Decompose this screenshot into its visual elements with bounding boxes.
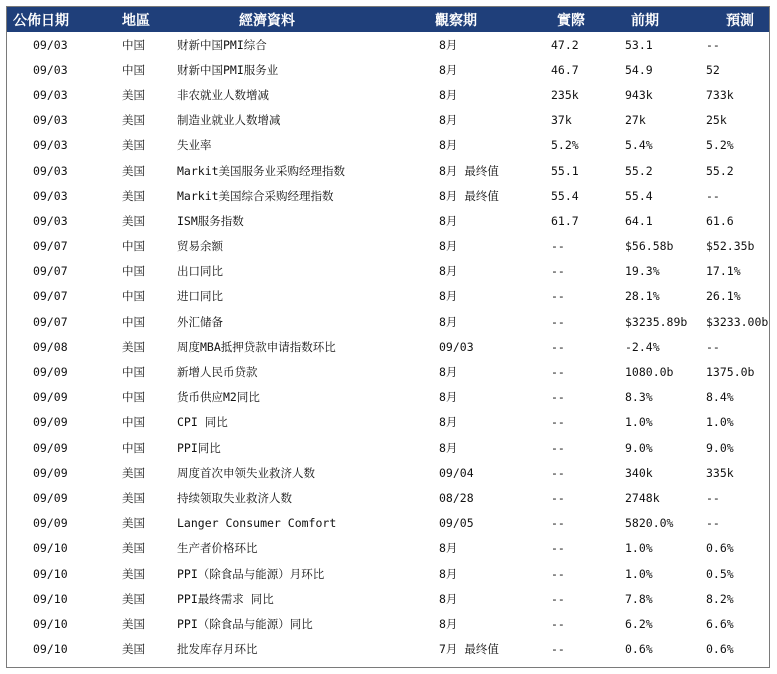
table-row: [7, 57, 769, 82]
cell-date: 09/10: [33, 541, 68, 556]
table-row: [7, 82, 769, 107]
table-row: [7, 511, 769, 536]
cell-indicator: 新增人民币贷款: [177, 365, 258, 380]
cell-prior: -2.4%: [625, 339, 660, 354]
cell-indicator: 周度MBA抵押贷款申请指数环比: [177, 339, 336, 354]
cell-period: 8月: [439, 566, 458, 581]
cell-indicator: 周度首次申领失业救济人数: [177, 465, 315, 480]
header-period: 觀察期: [435, 12, 477, 29]
cell-indicator: 批发库存月环比: [177, 642, 258, 657]
cell-indicator: Markit美国综合采购经理指数: [177, 188, 334, 203]
table-row: [7, 385, 769, 410]
cell-period: 8月: [439, 138, 458, 153]
cell-date: 09/09: [33, 516, 68, 531]
header-row: [7, 7, 769, 32]
cell-indicator: PPI（除食品与能源）同比: [177, 616, 313, 631]
cell-period: 09/04: [439, 465, 474, 480]
cell-forecast: 55.2: [706, 163, 734, 178]
cell-period: 8月: [439, 239, 458, 254]
cell-actual: --: [551, 541, 565, 556]
cell-period: 8月: [439, 616, 458, 631]
cell-period: 8月: [439, 289, 458, 304]
cell-indicator: 财新中国PMI综合: [177, 37, 267, 52]
cell-date: 09/03: [33, 62, 68, 77]
cell-prior: 943k: [625, 87, 653, 102]
table-row: [7, 32, 769, 57]
cell-forecast: 52: [706, 62, 720, 77]
cell-region: 美国: [122, 490, 145, 505]
cell-forecast: 1.0%: [706, 415, 734, 430]
cell-period: 8月: [439, 541, 458, 556]
cell-date: 09/10: [33, 591, 68, 606]
cell-region: 中国: [122, 289, 145, 304]
cell-indicator: PPI（除食品与能源）月环比: [177, 566, 325, 581]
cell-forecast: --: [706, 188, 720, 203]
cell-prior: $3235.89b: [625, 314, 688, 329]
calendar-frame: [6, 6, 770, 668]
cell-actual: 55.1: [551, 163, 579, 178]
cell-indicator: 持续领取失业救济人数: [177, 490, 292, 505]
cell-actual: 46.7: [551, 62, 579, 77]
cell-indicator: 货币供应M2同比: [177, 390, 260, 405]
cell-prior: 1.0%: [625, 415, 653, 430]
cell-actual: --: [551, 642, 565, 657]
cell-forecast: $52.35b: [706, 239, 755, 254]
cell-indicator: Markit美国服务业采购经理指数: [177, 163, 346, 178]
cell-prior: 1.0%: [625, 541, 653, 556]
cell-date: 09/07: [33, 264, 68, 279]
cell-prior: 7.8%: [625, 591, 653, 606]
cell-period: 09/05: [439, 516, 474, 531]
cell-date: 09/03: [33, 188, 68, 203]
table-row: [7, 586, 769, 611]
cell-date: 09/10: [33, 642, 68, 657]
table-row: [7, 259, 769, 284]
cell-indicator: Langer Consumer Comfort: [177, 516, 337, 531]
cell-forecast: --: [706, 516, 720, 531]
cell-region: 美国: [122, 339, 145, 354]
cell-region: 美国: [122, 566, 145, 581]
header-forecast: 預測: [726, 12, 754, 29]
cell-period: 8月: [439, 62, 458, 77]
cell-actual: --: [551, 390, 565, 405]
cell-actual: --: [551, 239, 565, 254]
cell-actual: 5.2%: [551, 138, 579, 153]
cell-date: 09/09: [33, 415, 68, 430]
cell-period: 8月 最终值: [439, 163, 499, 178]
cell-actual: --: [551, 616, 565, 631]
table-row: [7, 158, 769, 183]
cell-indicator: 财新中国PMI服务业: [177, 62, 279, 77]
cell-indicator: PPI最终需求 同比: [177, 591, 274, 606]
cell-forecast: 0.6%: [706, 642, 734, 657]
cell-date: 09/03: [33, 37, 68, 52]
cell-date: 09/10: [33, 566, 68, 581]
cell-forecast: 5.2%: [706, 138, 734, 153]
cell-indicator: 出口同比: [177, 264, 223, 279]
cell-forecast: 25k: [706, 113, 727, 128]
cell-period: 8月: [439, 440, 458, 455]
cell-date: 09/07: [33, 289, 68, 304]
cell-indicator: 外汇储备: [177, 314, 223, 329]
cell-indicator: 贸易余额: [177, 239, 223, 254]
cell-region: 中国: [122, 37, 145, 52]
table-row: [7, 183, 769, 208]
cell-date: 09/07: [33, 239, 68, 254]
cell-indicator: 制造业就业人数增减: [177, 113, 281, 128]
cell-region: 美国: [122, 188, 145, 203]
cell-prior: 19.3%: [625, 264, 660, 279]
cell-prior: 8.3%: [625, 390, 653, 405]
cell-prior: 1.0%: [625, 566, 653, 581]
cell-prior: 5.4%: [625, 138, 653, 153]
cell-region: 中国: [122, 415, 145, 430]
cell-prior: 5820.0%: [625, 516, 674, 531]
cell-region: 中国: [122, 390, 145, 405]
table-row: [7, 637, 769, 662]
table-row: [7, 208, 769, 233]
table-row: [7, 234, 769, 259]
cell-period: 8月: [439, 87, 458, 102]
cell-actual: 47.2: [551, 37, 579, 52]
cell-forecast: 26.1%: [706, 289, 741, 304]
cell-prior: 28.1%: [625, 289, 660, 304]
cell-actual: 37k: [551, 113, 572, 128]
table-row: [7, 133, 769, 158]
cell-forecast: $3233.00b: [706, 314, 769, 329]
cell-actual: --: [551, 289, 565, 304]
cell-actual: --: [551, 591, 565, 606]
cell-actual: --: [551, 415, 565, 430]
cell-period: 8月: [439, 365, 458, 380]
cell-region: 中国: [122, 239, 145, 254]
cell-region: 中国: [122, 440, 145, 455]
cell-actual: --: [551, 465, 565, 480]
cell-date: 09/09: [33, 365, 68, 380]
table-row: [7, 460, 769, 485]
cell-date: 09/07: [33, 314, 68, 329]
table-row: [7, 410, 769, 435]
cell-indicator: 非农就业人数增减: [177, 87, 269, 102]
cell-region: 中国: [122, 314, 145, 329]
cell-region: 美国: [122, 516, 145, 531]
table-row: [7, 435, 769, 460]
cell-region: 美国: [122, 113, 145, 128]
cell-indicator: CPI 同比: [177, 415, 228, 430]
cell-indicator: 失业率: [177, 138, 212, 153]
cell-forecast: 17.1%: [706, 264, 741, 279]
cell-forecast: --: [706, 339, 720, 354]
cell-indicator: 进口同比: [177, 289, 223, 304]
cell-prior: 54.9: [625, 62, 653, 77]
cell-period: 8月: [439, 415, 458, 430]
cell-period: 8月: [439, 37, 458, 52]
table-row: [7, 284, 769, 309]
cell-region: 美国: [122, 541, 145, 556]
cell-forecast: 0.6%: [706, 541, 734, 556]
cell-date: 09/09: [33, 465, 68, 480]
cell-forecast: 6.6%: [706, 616, 734, 631]
cell-period: 08/28: [439, 490, 474, 505]
header-region: 地區: [122, 12, 150, 29]
cell-date: 09/10: [33, 616, 68, 631]
cell-prior: 9.0%: [625, 440, 653, 455]
cell-forecast: 335k: [706, 465, 734, 480]
cell-actual: --: [551, 516, 565, 531]
cell-region: 美国: [122, 591, 145, 606]
table-row: [7, 108, 769, 133]
cell-actual: --: [551, 264, 565, 279]
cell-period: 8月: [439, 314, 458, 329]
cell-period: 8月: [439, 390, 458, 405]
table-body: [7, 32, 769, 662]
header-actual: 實際: [557, 12, 585, 29]
table-row: [7, 561, 769, 586]
cell-actual: 55.4: [551, 188, 579, 203]
cell-region: 美国: [122, 163, 145, 178]
cell-date: 09/09: [33, 390, 68, 405]
cell-forecast: 733k: [706, 87, 734, 102]
cell-actual: --: [551, 365, 565, 380]
cell-date: 09/09: [33, 440, 68, 455]
cell-indicator: 生产者价格环比: [177, 541, 258, 556]
cell-actual: --: [551, 339, 565, 354]
cell-actual: --: [551, 490, 565, 505]
cell-actual: --: [551, 566, 565, 581]
cell-region: 美国: [122, 465, 145, 480]
cell-period: 8月: [439, 113, 458, 128]
cell-prior: 27k: [625, 113, 646, 128]
cell-date: 09/03: [33, 138, 68, 153]
cell-prior: 2748k: [625, 490, 660, 505]
cell-forecast: 8.4%: [706, 390, 734, 405]
cell-prior: 0.6%: [625, 642, 653, 657]
cell-forecast: 0.5%: [706, 566, 734, 581]
table-row: [7, 334, 769, 359]
header-indicator: 經濟資料: [239, 12, 295, 29]
cell-prior: 340k: [625, 465, 653, 480]
cell-period: 8月: [439, 213, 458, 228]
cell-prior: 55.2: [625, 163, 653, 178]
cell-date: 09/03: [33, 163, 68, 178]
cell-prior: $56.58b: [625, 239, 674, 254]
cell-actual: 61.7: [551, 213, 579, 228]
cell-region: 美国: [122, 616, 145, 631]
cell-actual: 235k: [551, 87, 579, 102]
cell-period: 09/03: [439, 339, 474, 354]
cell-prior: 53.1: [625, 37, 653, 52]
cell-period: 7月 最终值: [439, 642, 499, 657]
cell-period: 8月 最终值: [439, 188, 499, 203]
header-date: 公佈日期: [13, 12, 69, 29]
table-row: [7, 309, 769, 334]
cell-actual: --: [551, 440, 565, 455]
cell-date: 09/03: [33, 87, 68, 102]
economic-calendar-table: [7, 7, 769, 662]
cell-region: 中国: [122, 264, 145, 279]
cell-prior: 6.2%: [625, 616, 653, 631]
cell-region: 美国: [122, 138, 145, 153]
cell-indicator: PPI同比: [177, 440, 221, 455]
cell-forecast: 1375.0b: [706, 365, 755, 380]
cell-date: 09/09: [33, 490, 68, 505]
cell-forecast: 8.2%: [706, 591, 734, 606]
header-prior: 前期: [631, 12, 659, 29]
cell-region: 美国: [122, 642, 145, 657]
table-row: [7, 611, 769, 636]
cell-period: 8月: [439, 264, 458, 279]
cell-prior: 1080.0b: [625, 365, 674, 380]
cell-prior: 55.4: [625, 188, 653, 203]
table-row: [7, 359, 769, 384]
cell-region: 美国: [122, 87, 145, 102]
cell-indicator: ISM服务指数: [177, 213, 244, 228]
table-row: [7, 536, 769, 561]
cell-date: 09/08: [33, 339, 68, 354]
cell-period: 8月: [439, 591, 458, 606]
table-row: [7, 485, 769, 510]
cell-region: 中国: [122, 365, 145, 380]
cell-forecast: --: [706, 490, 720, 505]
cell-date: 09/03: [33, 113, 68, 128]
cell-forecast: 61.6: [706, 213, 734, 228]
cell-region: 美国: [122, 213, 145, 228]
cell-forecast: --: [706, 37, 720, 52]
cell-prior: 64.1: [625, 213, 653, 228]
cell-date: 09/03: [33, 213, 68, 228]
cell-forecast: 9.0%: [706, 440, 734, 455]
cell-region: 中国: [122, 62, 145, 77]
cell-actual: --: [551, 314, 565, 329]
